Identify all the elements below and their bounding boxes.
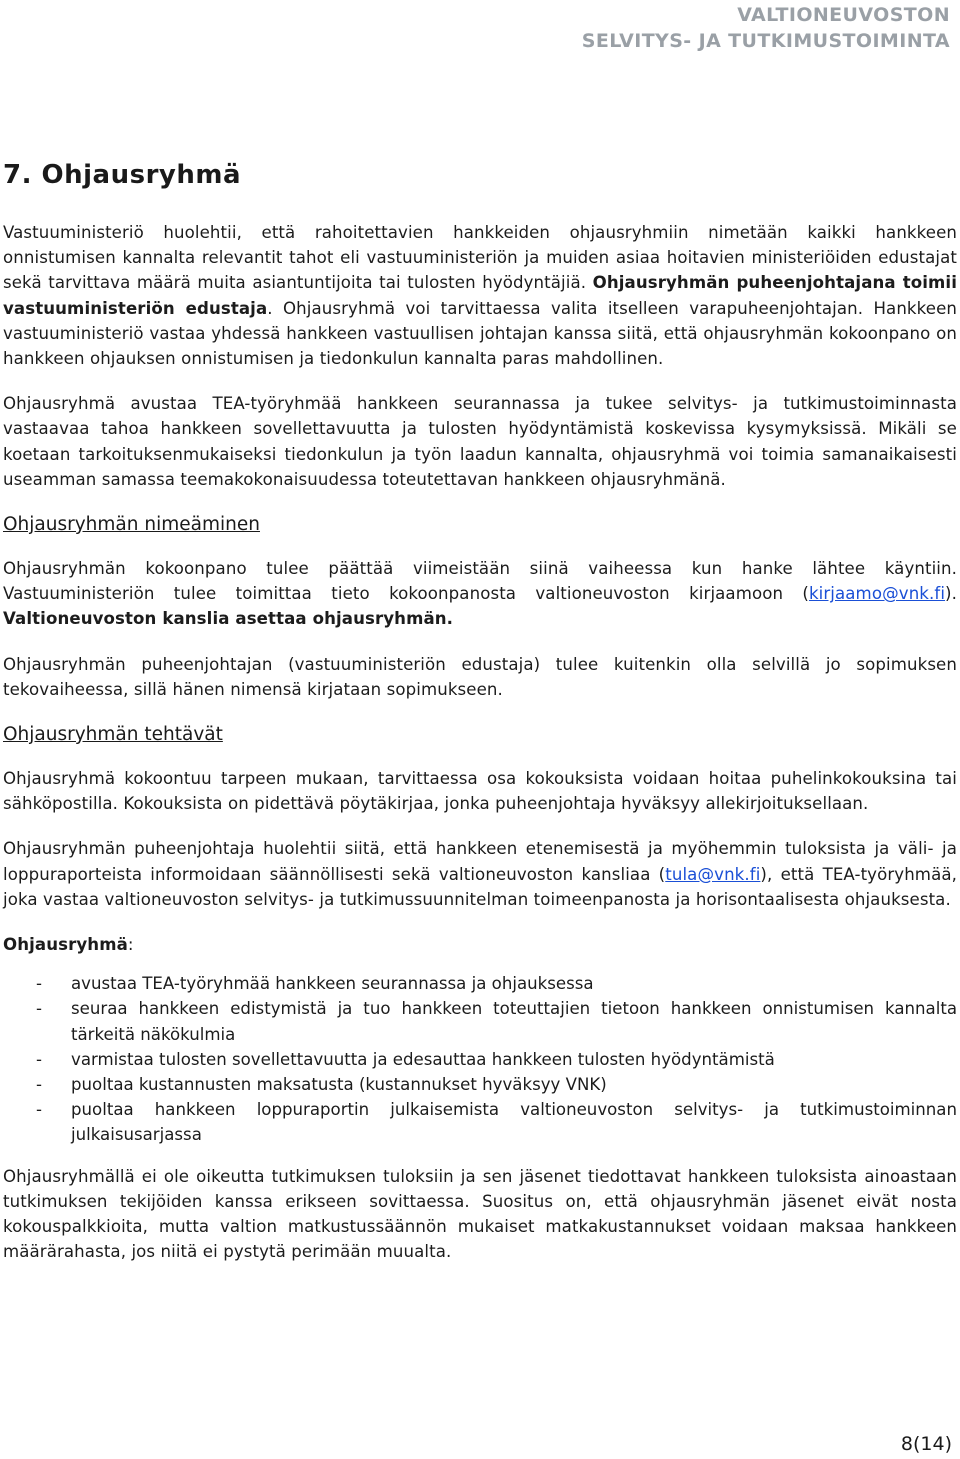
naming-text-b: ). bbox=[945, 584, 957, 604]
tasks-text-b: ), että TEA-työryhmää, joka vastaa valtioneuvoston selvitys- ja tutkimussuunnitelman toimeenpanosta ja horisontaalisesta ohjauksesta. bbox=[3, 864, 957, 909]
intro-bold-chair: Ohjausryhmän puheenjohtajana toimii vastuuministeriön edustaja bbox=[3, 273, 957, 318]
naming-paragraph-2: Ohjausryhmän puheenjohtajan (vastuuministeriön edustaja) tulee kuitenkin olla selvillä jo sopimuksen tekovaiheessa, sillä hänen nimensä kirjataan sopimukseen. bbox=[3, 654, 957, 699]
naming-text-a: Ohjausryhmän kokoonpano tulee päättää viimeistään siinä vaiheessa kun hanke lähtee käyntiin. Vastuuministeriön tulee toimittaa tieto kokoonpanosta valtioneuvoston kirjaamoon ( bbox=[3, 559, 957, 604]
list-dash: - bbox=[36, 999, 42, 1019]
page-number: 8(14) bbox=[900, 1433, 952, 1455]
list-label-colon: : bbox=[127, 935, 134, 955]
list-item-text: varmistaa tulosten sovellettavuutta ja edesauttaa hankkeen tulosten hyödyntämistä bbox=[71, 1049, 775, 1069]
tasks-text-a: Ohjausryhmän puheenjohtaja huolehtii siitä, että hankkeen etenemisestä ja myöhemmin tuloksista ja väli- ja loppuraporteista informoidaan säännöllisesti sekä valtioneuvoston kansliaa ( bbox=[3, 839, 957, 884]
intro-paragraph-2: Ohjausryhmä avustaa TEA-työryhmää hankkeen seurannassa ja tukee selvitys- ja tutkimustoiminnasta vastaavaa tahoa hankkeen sovellettavuutta ja tulosten hyödyntämistä koskevissa kysymyksissä. Mikäli se koetaan tarkoituksenmukaiseksi tiedonkulun ja työn laadun kannalta, ohjausryhmä voi toimia samanaikaisesti useamman samassa teemakokonaisuudessa toteutettavan hankkeen ohjausryhmänä. bbox=[3, 394, 957, 489]
tasks-paragraph-1: Ohjausryhmä kokoontuu tarpeen mukaan, tarvittaessa osa kokouksista voidaan hoitaa puhelinkokouksina tai sähköpostilla. Kokouksista on pidettävä pöytäkirjaa, jonka puheenjohtaja hyväksyy allekirjoituksellaan. bbox=[3, 769, 957, 814]
list-label-bold: Ohjausryhmä bbox=[3, 935, 128, 955]
tula-email-link[interactable]: tula@vnk.fi bbox=[665, 864, 761, 884]
intro-paragraph-1 bbox=[3, 220, 957, 371]
tasks-paragraph-2 bbox=[3, 836, 957, 912]
naming-bold-statement: Valtioneuvoston kanslia asettaa ohjausryhmän. bbox=[3, 609, 454, 629]
list-item-text: puoltaa hankkeen loppuraportin julkaisemista valtioneuvoston selvitys- ja tutkimustoiminnan julkaisusarjassa bbox=[71, 1100, 957, 1145]
intro-text-c: Hankkeen vastuuministeriö vastaa yhdessä hankkeen vastuullisen johtajan kanssa siitä, että ohjausryhmän kokoonpano on hankkeen ohjauksen onnistumisen ja tiedonkulun kannalta paras mahdollinen. bbox=[3, 298, 957, 369]
naming-heading: Ohjausryhmän nimeäminen bbox=[3, 514, 260, 536]
section-title: 7. Ohjausryhmä bbox=[3, 160, 241, 190]
header-line-1: VALTIONEUVOSTON bbox=[737, 4, 950, 26]
list-item-text: puoltaa kustannusten maksatusta (kustannukset hyväksyy VNK) bbox=[71, 1075, 607, 1095]
naming-paragraph-1 bbox=[3, 556, 957, 632]
header-line-2: SELVITYS- JA TUTKIMUSTOIMINTA bbox=[581, 30, 950, 52]
list-item-text: seuraa hankkeen edistymistä ja tuo hankkeen toteuttajien tietoon hankkeen onnistumisen kannalta tärkeitä näkökulmia bbox=[71, 999, 957, 1044]
list-dash: - bbox=[36, 1049, 42, 1069]
list-label bbox=[3, 932, 957, 957]
list-item-text: avustaa TEA-työryhmää hankkeen seurannassa ja ohjauksessa bbox=[71, 974, 594, 994]
document-header bbox=[582, 2, 950, 54]
tasks-paragraph-3: Ohjausryhmällä ei ole oikeutta tutkimuksen tuloksiin ja sen jäsenet tiedottavat hankkeen tuloksista ainoastaan tutkimuksen tekijöiden kanssa erikseen sovittaessa. Suositus on, että ohjausryhmän jäsenet eivät nosta kokouspalkkioita, mutta valtion matkustussäännön mukaiset matkakustannukset voidaan maksaa hankkeen määrärahasta, jos niitä ei pystytä perimään muualta. bbox=[3, 1166, 957, 1262]
list-item bbox=[3, 1097, 957, 1147]
list-item bbox=[3, 1047, 957, 1072]
list-dash: - bbox=[36, 1075, 42, 1095]
list-item bbox=[3, 971, 957, 996]
list-item bbox=[3, 1072, 957, 1097]
tasks-heading: Ohjausryhmän tehtävät bbox=[3, 724, 223, 746]
list-dash: - bbox=[36, 974, 42, 994]
intro-text-b: . Ohjausryhmä voi tarvittaessa valita itselleen varapuheenjohtajan. bbox=[267, 298, 864, 318]
kirjaamo-email-link[interactable]: kirjaamo@vnk.fi bbox=[808, 584, 946, 604]
intro-text-a: Vastuuministeriö huolehtii, että rahoitettavien hankkeiden ohjausryhmiin nimetään kaikki hankkeen onnistumisen kannalta relevantit tahot eli vastuuministeriön ja muiden asiaa hoitavien ministeriöiden edustajat sekä tarvittava määrä muita asiantuntijoita tai tulosten hyödyntäjiä. bbox=[3, 223, 957, 293]
list-dash: - bbox=[36, 1100, 42, 1120]
list-item bbox=[3, 996, 957, 1046]
tasks-list bbox=[3, 971, 957, 1147]
main-content bbox=[3, 152, 957, 1285]
